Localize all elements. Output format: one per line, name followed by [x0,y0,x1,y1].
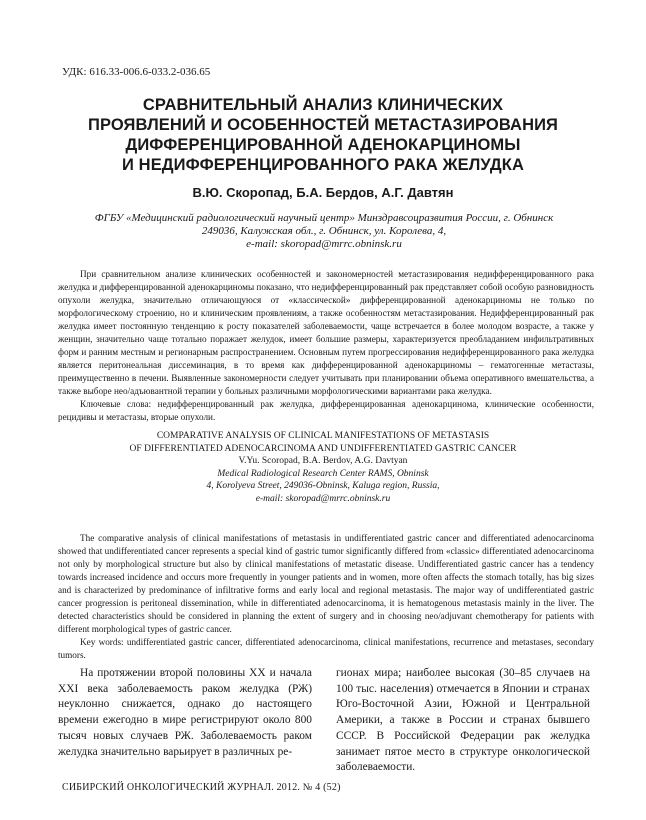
affiliation-line: ФГБУ «Медицинский радиологический научный центр» Минздравсоцразвития России, г. Обнинск [94,212,554,224]
affiliation-ru [60,212,588,251]
udk-code: УДК: 616.33-006.6-033.2-036.65 [62,66,211,78]
abstract-ru-text: При сравнительном анализе клинических особенностей и закономерностей метастазирования недифференцированного рака желудка и дифференцированной аденокарциномы показано, что недифференцированный рак представляет собой особую разновидность опухоли желудка, значительно отличающуюся от «классической» дифференцированной аденокарциномы не только по морфологическому строению, но и клиническим проявлениям, а также особенностям метастазирования. Недифференцированный рак желудка имеет постоянную тенденцию к росту показателей заболеваемости, чаще встречается в более молодом возрасте, а также у женщин, значительно чаще тотально поражает желудок, имеет большие размеры, характеризуется преобладанием инфильтративных форм и ранним местным и регионарным распространением. Основным путем прогрессирования недифференцированного рака желудка является перитонеальная диссеминация, в то время как дифференцированной аденокарциномы – гематогенные метастазы, преимущественно в печени. Выявленные закономерности следует учитывать при планировании объема оперативного вмешательства, а также выборе нео/адъювантной терапии у больных различными морфологическими вариантами рака желудка. [58,269,594,396]
affiliation-email: e-mail: skoropad@mrrc.obninsk.ru [246,238,402,250]
article-title [70,95,576,175]
english-header [60,430,586,505]
en-title-line: COMPARATIVE ANALYSIS OF CLINICAL MANIFESTATIONS OF METASTASIS [156,431,490,441]
journal-footer: СИБИРСКИЙ ОНКОЛОГИЧЕСКИЙ ЖУРНАЛ. 2012. № 4 (52) [62,782,341,793]
body-column-right: гионах мира; наиболее высокая (30–85 случаев на 100 тыс. населения) отмечается в Японии и странах Юго-Восточной Азии, Южной и Центральной Америки, а также в России и странах бывшего СССР. В Российской Федерации рак желудка занимает пятое место в структуре онкологической заболеваемости. [336,667,590,774]
abstract-ru [58,268,594,424]
en-affiliation-line: Medical Radiological Research Center RAMS, Obninsk [217,468,429,479]
en-affiliation-line: 4, Korolyeva Street, 249036-Obninsk, Kaluga region, Russia, [206,481,440,491]
abstract-en [58,532,594,662]
title-line: СРАВНИТЕЛЬНЫЙ АНАЛИЗ КЛИНИЧЕСКИХ [142,96,504,114]
body-column-left: На протяжении второй половины XX и начала XXI века заболеваемость раком желудка (РЖ) неуклонно снижается, однако до настоящего времени ежегодно в мире регистрируют около 800 тысяч новых случаев РЖ. Заболеваемость раком желудка значительно варьирует в различных ре- [58,667,312,758]
title-line: ПРОЯВЛЕНИЙ И ОСОБЕННОСТЕЙ МЕТАСТАЗИРОВАНИЯ [87,116,559,134]
authors-ru: В.Ю. Скоропад, Б.А. Бердов, А.Г. Давтян [192,185,454,200]
en-authors: V.Yu. Scoropad, B.A. Berdov, A.G. Davtyan [238,456,408,466]
affiliation-line: 249036, Калужская обл., г. Обнинск, ул. Королева, 4, [201,225,447,237]
keywords-en: Key words: undifferentiated gastric cancer, differentiated adenocarcinoma, clinical manifestations, recurrence and metastases, secondary tumors. [58,637,594,660]
title-line: ДИФФЕРЕНЦИРОВАННОЙ АДЕНОКАРЦИНОМЫ [125,136,521,154]
en-affiliation-email: e-mail: skoropad@mrrc.obninsk.ru [255,493,391,504]
keywords-ru: Ключевые слова: недифференцированный рак желудка, дифференцированная аденокарцинома, клинические особенности, рецидивы и метастазы, вторые опухоли. [58,399,594,422]
en-title-line: OF DIFFERENTIATED ADENOCARCINOMA AND UNDIFFERENTIATED GASTRIC CANCER [129,443,517,454]
title-line: И НЕДИФФЕРЕНЦИРОВАННОГО РАКА ЖЕЛУДКА [122,156,524,174]
abstract-en-text: The comparative analysis of clinical manifestations of metastasis in undifferentiated gastric cancer and differentiated adenocarcinoma showed that undifferentiated cancer represents a special kind of gastric tumor significantly differed from «classic» differentiated adenocarcinoma not only by morphological structure but also by clinical manifestations of metastatic disease. Undifferentiated gastric cancer has a tendency towards increased incidence and occurs more frequently in younger patients and in women, more often affects the stomach totally, has big sizes and is characterized by predominance of infiltrative forms and early local and regional metastasis. The major way of undifferentiated gastric cancer progression is peritoneal dissemination, while in differentiated adenocarcinoma, it is hematogenous metastasis mainly in the liver. The detected characteristics should be considered in planning the extent of surgery and in choosing neo/adjuvant chemotherapy for patients with different morphological types of gastric cancer. [58,533,594,634]
